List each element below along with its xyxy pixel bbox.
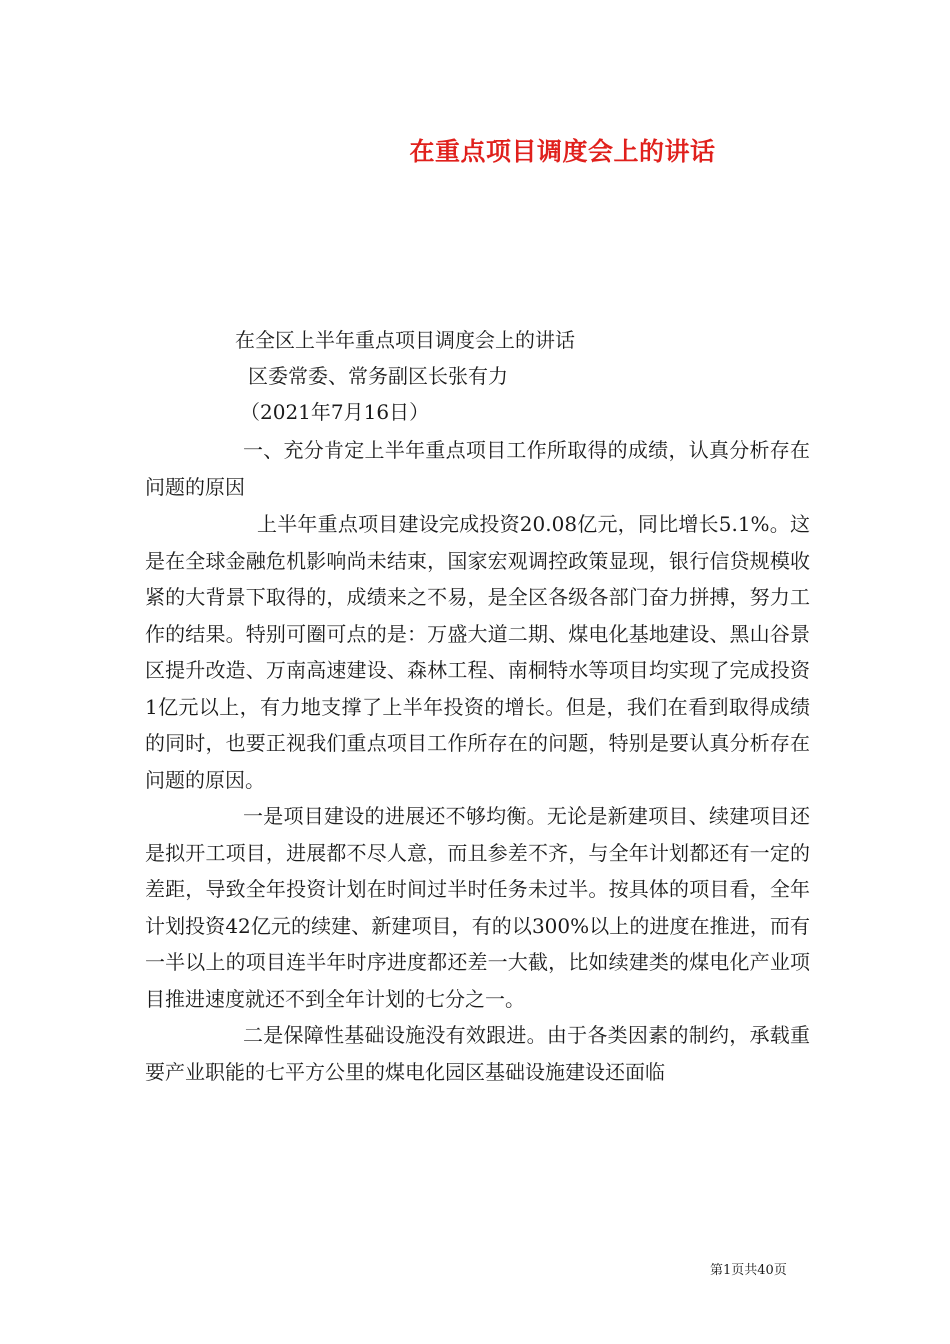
speech-title: 在全区上半年重点项目调度会上的讲话 bbox=[235, 328, 575, 352]
paragraph-3: 二是保障性基础设施没有效跟进。由于各类因素的制约，承载重要产业职能的七平方公里的煤电化园区基础设施建设还面临 bbox=[145, 1023, 810, 1084]
date-line: （2021年7月16日） bbox=[240, 400, 430, 424]
page-title: 在重点项目调度会上的讲话 bbox=[409, 137, 716, 166]
section-heading-text: 一、充分肯定上半年重点项目工作所取得的成绩，认真分析存在问题的原因 bbox=[145, 438, 810, 499]
paragraph-2: 一是项目建设的进展还不够均衡。无论是新建项目、续建项目还是拟开工项目，进展都不尽人意，而且参差不齐，与全年计划都还有一定的差距，导致全年投资计划在时间过半时任务未过半。按具体的项目看，全年计划投资42亿元的续建、新建项目，有的以300%以上的进度在推进，而有一半以上的项目连半年时序进度都还差一大截，比如续建类的煤电化产业项目推进速度就还不到全年计划的七分之一。 bbox=[145, 804, 810, 1011]
speaker-line: 区委常委、常务副区长张有力 bbox=[248, 364, 508, 388]
paragraph-1: 上半年重点项目建设完成投资20.08亿元，同比增长5.1%。这是在全球金融危机影响尚未结束，国家宏观调控政策显现，银行信贷规模收紧的大背景下取得的，成绩来之不易，是全区各级各部门奋力拼搏，努力工作的结果。特别可圈可点的是：万盛大道二期、煤电化基地建设、黑山谷景区提升改造、万南高速建设、森林工程、南桐特水等项目均实现了完成投资1亿元以上，有力地支撑了上半年投资的增长。但是，我们在看到取得成绩的同时，也要正视我们重点项目工作所存在的问题，特别是要认真分析存在问题的原因。 bbox=[145, 512, 810, 792]
section-heading bbox=[145, 432, 810, 505]
body-paragraphs bbox=[145, 506, 810, 1090]
page-number: 第1页共40页 bbox=[710, 1263, 787, 1278]
